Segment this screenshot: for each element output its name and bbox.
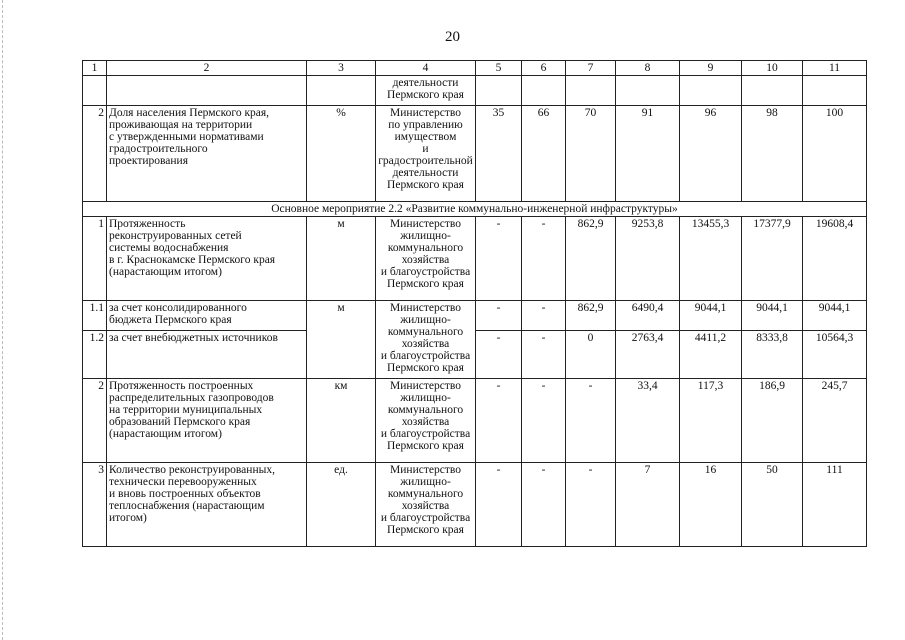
value-cell: - <box>566 463 616 547</box>
value-cell: - <box>476 331 522 379</box>
value-cell: 2763,4 <box>616 331 680 379</box>
value-cell: 7 <box>616 463 680 547</box>
unit-cell: м <box>307 217 376 301</box>
table-row <box>83 76 867 106</box>
empty-cell <box>742 76 803 106</box>
value-cell: 10564,3 <box>803 331 867 379</box>
table-row <box>83 217 867 301</box>
header-cell: 6 <box>522 61 566 76</box>
header-cell: 2 <box>107 61 307 76</box>
value-cell: 98 <box>742 106 803 202</box>
empty-cell <box>616 76 680 106</box>
value-cell: 96 <box>680 106 742 202</box>
value-cell: 35 <box>476 106 522 202</box>
empty-cell <box>107 76 307 106</box>
row-number: 1 <box>83 217 107 301</box>
value-cell: - <box>476 217 522 301</box>
section-row <box>83 202 867 217</box>
value-cell: - <box>522 301 566 331</box>
empty-cell <box>566 76 616 106</box>
value-cell: 19608,4 <box>803 217 867 301</box>
responsible-cell: Министерство по управлению имуществом и градостроительной деятельности Пермского края <box>376 106 476 202</box>
row-number: 2 <box>83 106 107 202</box>
header-cell: 5 <box>476 61 522 76</box>
table-row <box>83 106 867 202</box>
value-cell: - <box>566 379 616 463</box>
value-cell: 862,9 <box>566 217 616 301</box>
empty-cell <box>680 76 742 106</box>
value-cell: 111 <box>803 463 867 547</box>
indicator-name: за счет консолидированного бюджета Пермского края <box>107 301 307 331</box>
unit-cell: м <box>307 301 376 379</box>
value-cell: 50 <box>742 463 803 547</box>
value-cell: 186,9 <box>742 379 803 463</box>
row-number: 1.1 <box>83 301 107 331</box>
indicator-name: Протяженность реконструированных сетей системы водоснабжения в г. Краснокамске Пермского края (нарастающим итогом) <box>107 217 307 301</box>
value-cell: 9044,1 <box>680 301 742 331</box>
responsible-cell: деятельности Пермского края <box>376 76 476 106</box>
value-cell: 100 <box>803 106 867 202</box>
value-cell: 245,7 <box>803 379 867 463</box>
header-cell: 11 <box>803 61 867 76</box>
value-cell: 13455,3 <box>680 217 742 301</box>
value-cell: 8333,8 <box>742 331 803 379</box>
empty-cell <box>803 76 867 106</box>
unit-cell: км <box>307 379 376 463</box>
value-cell: 33,4 <box>616 379 680 463</box>
responsible-cell: Министерство жилищно- коммунального хозяйства и благоустройства Пермского края <box>376 217 476 301</box>
header-row <box>83 61 867 76</box>
value-cell: 0 <box>566 331 616 379</box>
header-cell: 1 <box>83 61 107 76</box>
row-number: 1.2 <box>83 331 107 379</box>
value-cell: 91 <box>616 106 680 202</box>
unit-cell: ед. <box>307 463 376 547</box>
row-number: 2 <box>83 379 107 463</box>
empty-cell <box>307 76 376 106</box>
value-cell: - <box>522 217 566 301</box>
indicator-name: Доля населения Пермского края, проживающая на территории с утвержденными нормативами градостроительного проектирования <box>107 106 307 202</box>
table-row <box>83 379 867 463</box>
value-cell: - <box>476 301 522 331</box>
value-cell: - <box>522 331 566 379</box>
value-cell: - <box>522 379 566 463</box>
header-cell: 10 <box>742 61 803 76</box>
scan-edge-line <box>2 0 4 640</box>
value-cell: 16 <box>680 463 742 547</box>
row-number: 3 <box>83 463 107 547</box>
value-cell: 17377,9 <box>742 217 803 301</box>
indicator-name: за счет внебюджетных источников <box>107 331 307 379</box>
responsible-cell: Министерство жилищно- коммунального хозяйства и благоустройства Пермского края <box>376 463 476 547</box>
indicator-name: Протяженность построенных распределительных газопроводов на территории муниципальных образований Пермского края (нарастающим итогом) <box>107 379 307 463</box>
value-cell: 70 <box>566 106 616 202</box>
header-cell: 7 <box>566 61 616 76</box>
value-cell: 117,3 <box>680 379 742 463</box>
responsible-cell: Министерство жилищно- коммунального хозяйства и благоустройства Пермского края <box>376 301 476 379</box>
header-cell: 8 <box>616 61 680 76</box>
indicators-table <box>82 60 867 547</box>
section-title: Основное мероприятие 2.2 «Развитие коммунально-инженерной инфраструктуры» <box>83 202 867 217</box>
table-row <box>83 463 867 547</box>
value-cell: 9044,1 <box>803 301 867 331</box>
value-cell: 862,9 <box>566 301 616 331</box>
value-cell: - <box>476 379 522 463</box>
empty-cell <box>83 76 107 106</box>
value-cell: 6490,4 <box>616 301 680 331</box>
responsible-cell: Министерство жилищно- коммунального хозяйства и благоустройства Пермского края <box>376 379 476 463</box>
empty-cell <box>476 76 522 106</box>
value-cell: - <box>476 463 522 547</box>
header-cell: 3 <box>307 61 376 76</box>
table-row <box>83 301 867 331</box>
header-cell: 4 <box>376 61 476 76</box>
indicator-name: Количество реконструированных, технически перевооруженных и вновь построенных объектов теплоснабжения (нарастающим итогом) <box>107 463 307 547</box>
empty-cell <box>522 76 566 106</box>
value-cell: 66 <box>522 106 566 202</box>
page-number: 20 <box>445 29 460 45</box>
header-cell: 9 <box>680 61 742 76</box>
value-cell: 4411,2 <box>680 331 742 379</box>
value-cell: 9253,8 <box>616 217 680 301</box>
value-cell: 9044,1 <box>742 301 803 331</box>
value-cell: - <box>522 463 566 547</box>
unit-cell: % <box>307 106 376 202</box>
